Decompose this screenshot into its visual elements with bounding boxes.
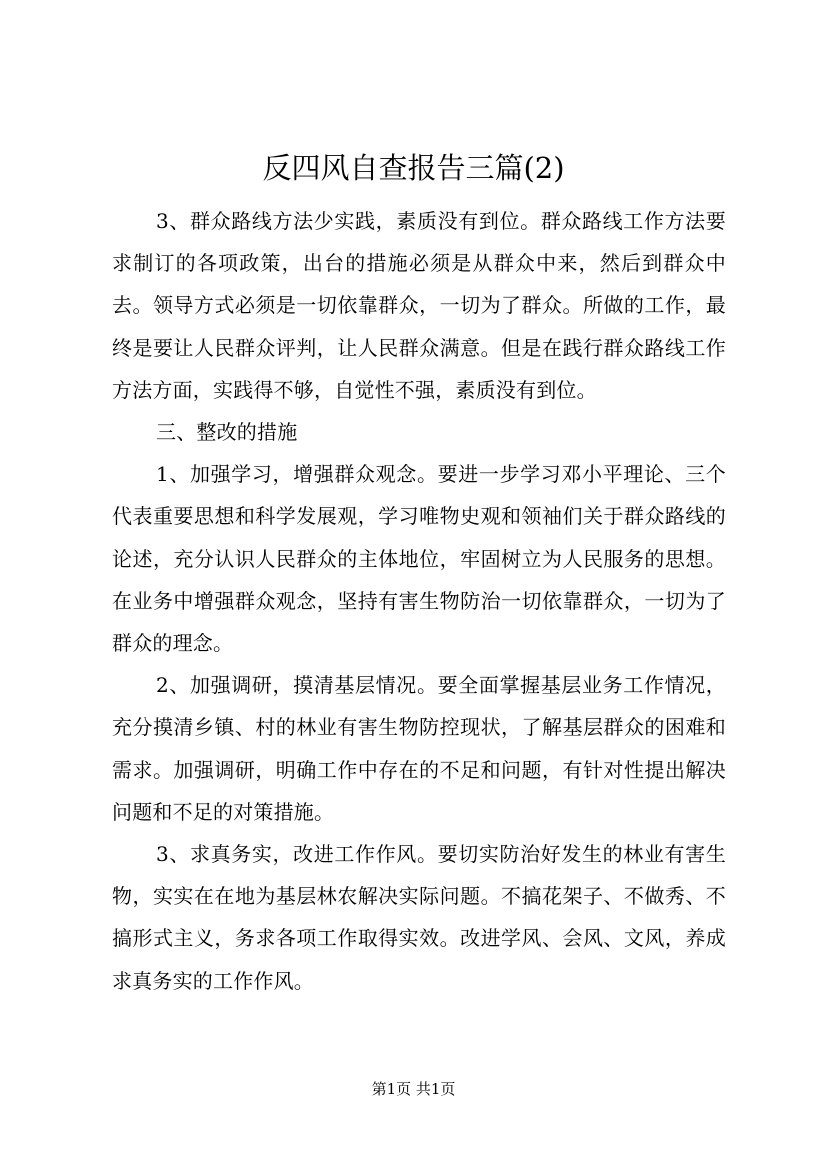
- paragraph-seek-truth: 3、求真务实，改进工作作风。要切实防治好发生的林业有害生物，实实在在地为基层林农解决实际问题。不搞花架子、不做秀、不搞形式主义，务求各项工作取得实效。改进学风、会风、文风，养成求真务实的工作作风。: [112, 842, 726, 993]
- section-heading-rectification: 三、整改的措施: [156, 420, 298, 445]
- page-footer: 第1页 共1页: [371, 1080, 456, 1098]
- paragraph-strengthen-research: 2、加强调研，摸清基层情况。要全面掌握基层业务工作情况，充分摸清乡镇、村的林业有害生物防控现状，了解基层群众的困难和需求。加强调研，明确工作中存在的不足和问题，有针对性提出解决问题和不足的对策措施。: [112, 673, 726, 824]
- paragraph-strengthen-learning: 1、加强学习，增强群众观念。要进一步学习邓小平理论、三个代表重要思想和科学发展观，学习唯物史观和领袖们关于群众路线的论述，充分认识人民群众的主体地位，牢固树立为人民服务的思想。在业务中增强群众观念，坚持有害生物防治一切依靠群众，一切为了群众的理念。: [112, 462, 726, 656]
- document-body: [112, 200, 726, 1002]
- document-title: 反四风自查报告三篇(2): [262, 151, 565, 185]
- paragraph-mass-line-practice: 3、群众路线方法少实践，素质没有到位。群众路线工作方法要求制订的各项政策，出台的措施必须是从群众中来，然后到群众中去。领导方式必须是一切依靠群众，一切为了群众。所做的工作，最终是要让人民群众评判，让人民群众满意。但是在践行群众路线工作方法方面，实践得不够，自觉性不强，素质没有到位。: [112, 209, 726, 402]
